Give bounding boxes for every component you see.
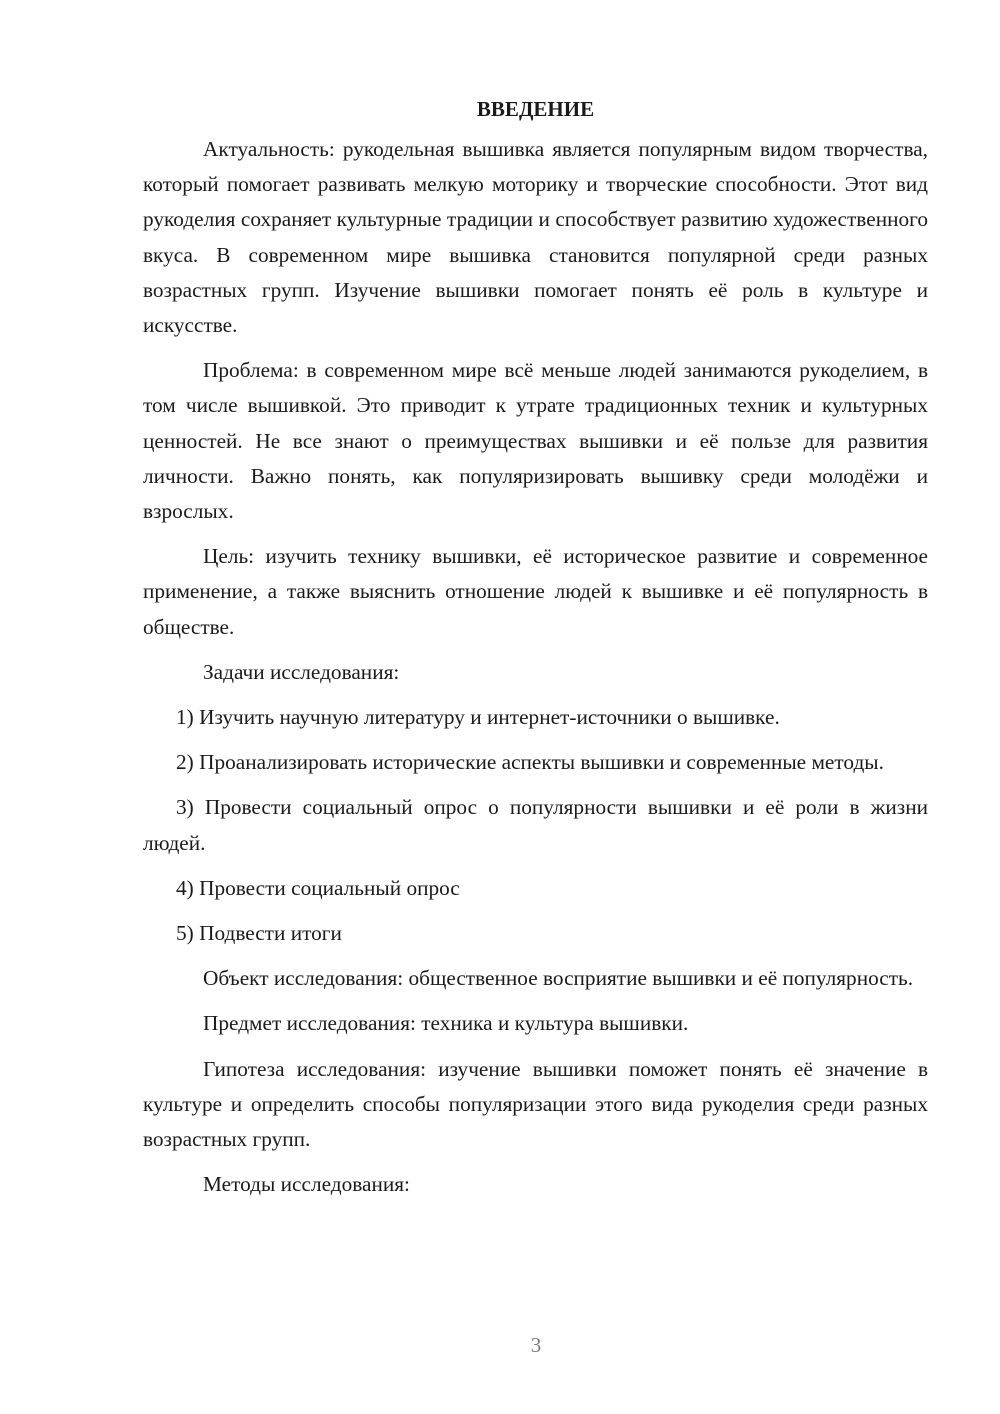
paragraph-object: Объект исследования: общественное восприятие вышивки и её популярность. xyxy=(203,966,914,991)
paragraph-relevance: Актуальность: рукодельная вышивка является популярным видом творчества, который помогает развивать мелкую моторику и творческие способности. Этот вид рукоделия сохраняет культурные традиции и способствует развитию художественного вкуса. В современном мире вышивка становится популярной среди разных возрастных групп. Изучение вышивки помогает понять её роль в культуре и искусстве. xyxy=(143,137,928,338)
section-title: ВВЕДЕНИЕ xyxy=(476,97,595,121)
paragraph-hypothesis: Гипотеза исследования: изучение вышивки поможет понять её значение в культуре и определить способы популяризации этого вида рукоделия среди разных возрастных групп. xyxy=(143,1056,928,1152)
task-item-1: 1) Изучить научную литературу и интернет-источники о вышивке. xyxy=(176,705,780,730)
page-content xyxy=(143,92,928,1212)
paragraph-problem: Проблема: в современном мире всё меньше людей занимаются рукоделием, в том числе вышивкой. Это приводит к утрате традиционных техник и культурных ценностей. Не все знают о преимуществах вышивки и её пользе для развития личности. Важно понять, как популяризировать вышивку среди молодёжи и взрослых. xyxy=(143,358,928,524)
paragraph-subject: Предмет исследования: техника и культура вышивки. xyxy=(203,1011,689,1036)
paragraph-goal: Цель: изучить технику вышивки, её историческое развитие и современное применение, а также выяснить отношение людей к вышивке и её популярность в обществе. xyxy=(143,544,928,639)
task-item-5: 5) Подвести итоги xyxy=(176,921,342,946)
methods-heading: Методы исследования: xyxy=(203,1172,410,1197)
task-item-4: 4) Провести социальный опрос xyxy=(176,875,460,900)
task-item-3: 3) Провести социальный опрос о популярности вышивки и её роли в жизни людей. xyxy=(143,795,928,855)
task-item-2: 2) Проанализировать исторические аспекты вышивки и современные методы. xyxy=(176,750,884,775)
tasks-heading: Задачи исследования: xyxy=(203,659,400,684)
page-number: 3 xyxy=(530,1333,542,1357)
